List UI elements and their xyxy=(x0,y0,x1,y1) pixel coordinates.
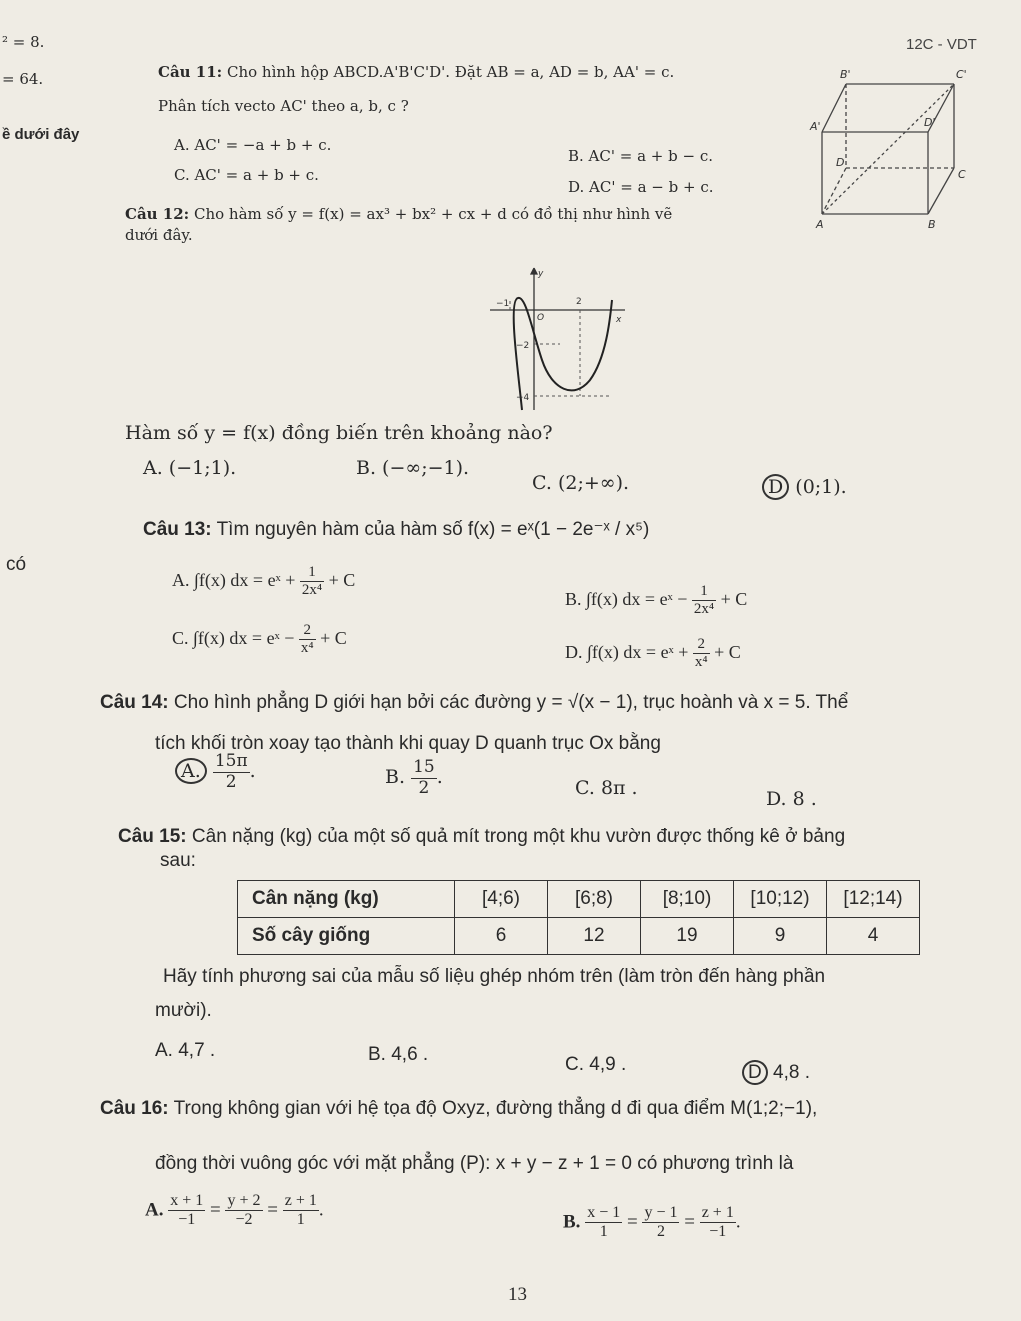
fraction-numerator: x − 1 xyxy=(585,1204,622,1223)
q13-text: Tìm nguyên hàm của hàm số f(x) = eˣ(1 − 2e⁻ˣ / x⁵) xyxy=(216,519,650,540)
fraction-denominator: 2 xyxy=(656,1223,665,1241)
fraction-numerator: 1 xyxy=(300,564,324,582)
q13-option-b-lhs: B. ∫f(x) dx = eˣ − xyxy=(565,588,688,609)
q16-option-b-frac-y xyxy=(642,1204,679,1242)
q13-option-c-lhs: C. ∫f(x) dx = eˣ − xyxy=(172,627,295,648)
table-cell: [6;8) xyxy=(548,881,641,918)
cube-figure xyxy=(800,56,980,236)
mit-weight-table xyxy=(237,880,920,955)
q12-text2: dưới đây. xyxy=(125,226,193,244)
q13-option-c-fraction xyxy=(299,622,316,658)
q14-statement xyxy=(100,692,848,714)
q12-option-c[interactable]: C. (2;+∞). xyxy=(532,472,630,494)
q16-option-b-letter: B. xyxy=(563,1211,581,1233)
margin-fragment-2: = 64. xyxy=(2,70,44,88)
fraction-denominator: −1 xyxy=(178,1211,196,1229)
q14-option-c[interactable]: C. 8π . xyxy=(575,777,638,799)
q16-option-a-letter: A. xyxy=(145,1199,164,1221)
q16-option-b-frac-z xyxy=(700,1204,736,1242)
q13-option-d-lhs: D. ∫f(x) dx = eˣ + xyxy=(565,641,689,662)
fraction-denominator: x⁴ xyxy=(694,654,708,671)
margin-fragment-3: ề dưới đây xyxy=(2,126,80,143)
q13-option-d-fraction xyxy=(693,636,710,672)
q16-option-b-frac-x xyxy=(585,1204,622,1242)
q11-statement xyxy=(158,63,674,81)
q13-option-b-const: + C xyxy=(720,588,748,609)
fraction-denominator: x⁴ xyxy=(300,640,314,657)
header-class-code: 12C - VDT xyxy=(906,36,977,53)
fraction-numerator: 1 xyxy=(692,583,716,601)
fraction-numerator: 2 xyxy=(299,622,316,640)
fraction-denominator: 2 xyxy=(418,777,430,798)
q16-statement xyxy=(100,1098,817,1120)
q14-text2: tích khối tròn xoay tạo thành khi quay D quanh trục Ox bằng xyxy=(155,733,661,754)
table-row xyxy=(238,881,920,918)
cube-label-b-prime: B' xyxy=(840,68,851,81)
q12-question: Hàm số y = f(x) đồng biến trên khoảng nào? xyxy=(125,422,553,444)
q12-label: Câu 12: xyxy=(125,205,190,223)
graph-y-label: y xyxy=(538,269,544,279)
fraction-denominator: 2x⁴ xyxy=(693,601,715,618)
table-cell: 12 xyxy=(548,918,641,955)
q14-option-a-fraction xyxy=(213,752,250,792)
q11-option-b[interactable]: B. AC' = a + b − c. xyxy=(568,147,714,165)
margin-fragment-4: có xyxy=(6,554,27,575)
cube-label-c-prime: C' xyxy=(956,68,967,81)
q16-option-a-frac-y xyxy=(225,1192,262,1230)
fraction-numerator: x + 1 xyxy=(168,1192,205,1211)
q13-option-c[interactable] xyxy=(172,622,347,658)
graph-tick-neg4: −4 xyxy=(516,393,530,403)
q14-option-b-letter: B. xyxy=(385,766,406,789)
table-cell: [8;10) xyxy=(641,881,734,918)
q13-option-d[interactable] xyxy=(565,636,741,672)
cube-label-b: B xyxy=(928,218,936,231)
q13-option-a-fraction xyxy=(300,564,324,600)
q16-option-a-frac-x xyxy=(168,1192,205,1230)
q14-option-b[interactable]: B. $\frac{15}{2}$ . xyxy=(385,757,443,798)
q16-label: Câu 16: xyxy=(100,1098,169,1119)
q13-option-d-const: + C xyxy=(714,641,741,662)
q15-option-d-marker: D xyxy=(742,1060,768,1085)
table-row-header: Cân nặng (kg) xyxy=(238,881,455,918)
table-cell: 4 xyxy=(827,918,920,955)
fraction-numerator: 15π xyxy=(214,751,248,771)
q12-option-d[interactable] xyxy=(762,476,847,498)
fraction-denominator: 1 xyxy=(296,1211,305,1229)
table-cell: 19 xyxy=(641,918,734,955)
fraction-denominator: 1 xyxy=(599,1223,608,1241)
q13-option-b[interactable] xyxy=(565,583,747,619)
page-number: 13 xyxy=(508,1284,527,1305)
fraction-denominator: 2x⁴ xyxy=(301,582,323,599)
cube-label-a: A xyxy=(816,218,824,231)
q13-label: Câu 13: xyxy=(143,519,212,540)
graph-x-label: x xyxy=(616,315,622,325)
table-row xyxy=(238,918,920,955)
q15-option-c[interactable]: C. 4,9 . xyxy=(565,1054,627,1075)
q13-option-a-lhs: A. ∫f(x) dx = eˣ + xyxy=(172,569,296,590)
q14-option-b-fraction xyxy=(411,758,437,798)
cube-label-a-prime: A' xyxy=(810,120,821,133)
q16-option-a[interactable]: A. $\frac{x + 1}{-1}$ = $\frac{y + 2}{-2}$ = $\frac{z + 1}{1}$ . xyxy=(145,1192,324,1229)
q11-option-c[interactable]: C. AC' = a + b + c. xyxy=(174,166,319,184)
fraction-numerator: 2 xyxy=(693,636,710,654)
q12-option-d-marker: D xyxy=(762,474,789,500)
q13-option-c-const: + C xyxy=(320,627,347,648)
q14-option-d[interactable]: D. 8 . xyxy=(766,788,817,810)
cubic-graph xyxy=(480,260,630,420)
q13-statement xyxy=(143,518,649,541)
fraction-numerator: z + 1 xyxy=(283,1192,319,1211)
q14-label: Câu 14: xyxy=(100,692,169,713)
fraction-numerator: 15 xyxy=(413,757,435,777)
graph-tick-2: 2 xyxy=(576,297,582,307)
q11-label: Câu 11: xyxy=(158,63,223,81)
table-cell: [12;14) xyxy=(827,881,920,918)
q12-option-d-text: (0;1). xyxy=(795,476,847,498)
q16-option-b[interactable]: B. $\frac{x - 1}{1}$ = $\frac{y - 1}{2}$ = $\frac{z + 1}{-1}$ . xyxy=(563,1204,741,1241)
cube-label-d: D xyxy=(836,156,845,169)
q16-text: Trong không gian với hệ tọa độ Oxyz, đường thẳng d đi qua điểm M(1;2;−1), xyxy=(173,1098,818,1119)
fraction-numerator: z + 1 xyxy=(700,1204,736,1223)
q15-question: Hãy tính phương sai của mẫu số liệu ghép nhóm trên (làm tròn đến hàng phần xyxy=(163,966,826,987)
q11-option-d[interactable]: D. AC' = a − b + c. xyxy=(568,178,714,196)
q15-label: Câu 15: xyxy=(118,826,187,847)
q15-option-a[interactable]: A. 4,7 . xyxy=(155,1040,216,1061)
margin-fragment-1: ² = 8. xyxy=(2,33,45,51)
q11-text2: Phân tích vecto AC' theo a, b, c ? xyxy=(158,97,409,115)
cube-label-c: C xyxy=(958,168,966,181)
q13-option-a[interactable] xyxy=(172,564,355,600)
cube-label-d-prime: D' xyxy=(924,116,936,129)
q15-text: Cân nặng (kg) của một số quả mít trong một khu vườn được thống kê ở bảng xyxy=(191,826,846,847)
fraction-denominator: −2 xyxy=(235,1211,253,1229)
q12-option-a[interactable]: A. (−1;1). xyxy=(143,457,237,479)
q15-option-d[interactable] xyxy=(742,1062,810,1084)
q13-option-a-const: + C xyxy=(328,569,356,590)
q15-option-d-text: 4,8 . xyxy=(773,1062,810,1083)
table-cell: 9 xyxy=(734,918,827,955)
q14-option-a-marker: A. xyxy=(175,758,207,784)
q15-statement xyxy=(118,826,845,848)
graph-tick-neg2: −2 xyxy=(516,341,530,351)
q15-option-b[interactable]: B. 4,6 . xyxy=(368,1044,429,1065)
q14-text: Cho hình phẳng D giới hạn bởi các đường y = √(x − 1), trục hoành và x = 5. Thể xyxy=(173,692,849,713)
table-cell: [10;12) xyxy=(734,881,827,918)
graph-tick-neg1: −1 xyxy=(496,299,510,309)
fraction-numerator: y + 2 xyxy=(225,1192,262,1211)
fraction-numerator: y − 1 xyxy=(642,1204,679,1223)
table-cell: 6 xyxy=(455,918,548,955)
q12-text: Cho hàm số y = f(x) = ax³ + bx² + cx + d có đồ thị như hình vẽ xyxy=(193,205,673,223)
q16-text2: đồng thời vuông góc với mặt phẳng (P): x + y − z + 1 = 0 có phương trình là xyxy=(155,1153,794,1174)
table-row-header: Số cây giống xyxy=(238,918,455,955)
q14-option-a[interactable]: A. $\frac{15\pi}{2}$ . xyxy=(175,752,256,792)
q13-option-b-fraction xyxy=(692,583,716,619)
q11-text: Cho hình hộp ABCD.A'B'C'D'. Đặt AB = a, AD = b, AA' = c. xyxy=(226,63,675,81)
graph-origin-label: O xyxy=(537,313,545,323)
fraction-denominator: 2 xyxy=(225,771,237,792)
q12-statement xyxy=(125,205,672,223)
table-cell: [4;6) xyxy=(455,881,548,918)
q12-option-b[interactable]: B. (−∞;−1). xyxy=(356,457,470,479)
q11-option-a[interactable]: A. AC' = −a + b + c. xyxy=(174,136,332,154)
fraction-denominator: −1 xyxy=(709,1223,727,1241)
q15-text2: sau: xyxy=(160,850,196,871)
q15-question2: mười). xyxy=(155,1000,212,1021)
q16-option-a-frac-z xyxy=(283,1192,319,1230)
